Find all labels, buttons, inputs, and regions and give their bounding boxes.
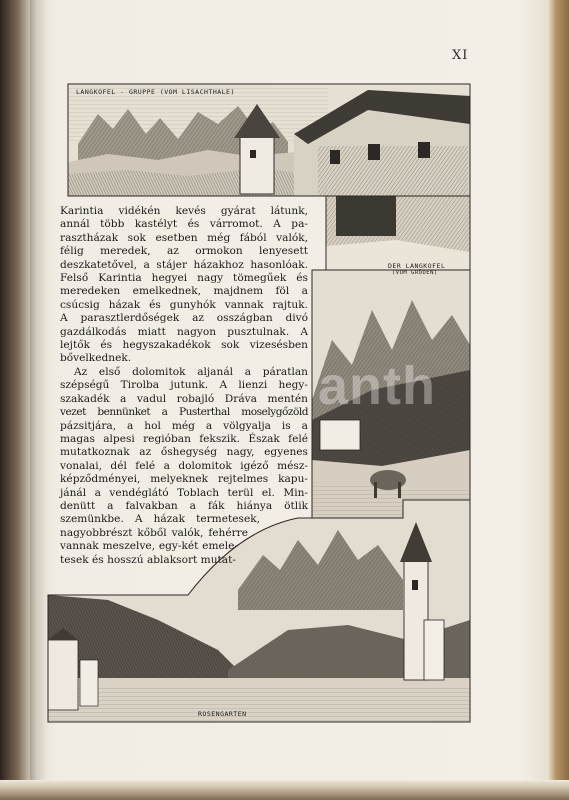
top-engraving-art	[68, 84, 470, 196]
text-line: deszkatetővel, a stájer házakhoz hasonlóak.	[60, 258, 308, 271]
text-line: rasztházak sok esetben még fából valók,	[60, 231, 308, 244]
watermark: anth	[318, 356, 436, 416]
text-line: bővelkednek.	[60, 352, 132, 365]
book-bottom-edge	[0, 780, 569, 800]
page-number: XI	[452, 48, 469, 63]
text-line: szépségű Tirolba jutunk. A lienzi hegy-	[60, 379, 308, 392]
text-line: nagyobbrészt kőből valók, fehérre	[60, 526, 248, 539]
text-line: A parasztlerdőségek az osszágban divó	[60, 312, 308, 325]
text-line: vonalai, dél felé a dolomitok igéző mész-	[60, 459, 308, 472]
text-line: vannak meszelve, egy-két emele-	[60, 540, 238, 553]
text-line: magas alpesi regióban fekszik. Észak felé	[60, 432, 308, 445]
text-line: Az első dolomitok aljanál a páratlan	[74, 365, 308, 378]
text-line: gazdálkodás miatt nagyon pusztulnak. A	[60, 325, 308, 338]
text-line: meredeken emelkednek, majdnem föl a	[60, 285, 308, 298]
article-text	[60, 205, 308, 567]
text-line: Felső Karintia hegyei nagy tömegűek és	[60, 272, 308, 285]
text-line: denütt a falvakban a fák hiánya ötlik	[60, 499, 308, 512]
text-line: jánál a vendéglátó Toblach terül el. Min-	[60, 486, 308, 499]
right-engraving-caption-1: DER LANGKOFEL	[388, 262, 446, 270]
right-upper-engraving	[326, 196, 470, 270]
text-line: Karintia vidékén kevés gyárat látunk,	[60, 205, 308, 217]
text-line: tesek és hosszú ablaksort mutat-	[60, 553, 236, 566]
text-line: annál több kastélyt és várromot. A pa-	[60, 218, 308, 231]
text-line: képződményei, melyeknek rejtelmes kapu-	[60, 473, 308, 486]
text-line: szakadék a vadul robajló Dráva mentén	[60, 392, 308, 405]
text-line: pázsitjára, a hol még a völgyalja is a	[60, 419, 308, 432]
top-engraving-caption: LANGKOFEL - GRUPPE (VOM LISACHTHALE)	[76, 88, 235, 96]
bottom-engraving-caption: ROSENGARTEN	[198, 710, 247, 718]
text-line: csúcsig házak és gunyhók vannak rajtuk.	[60, 298, 308, 311]
text-line: vezet bennünket a Pusterthal moselygőzöld	[60, 406, 308, 419]
text-line: félig meredek, az ormokon lenyesett	[60, 245, 308, 258]
text-line: szemünkbe. A házak termetesek,	[60, 513, 260, 526]
text-line: mutatkoznak az őshegység nagy, egyenes	[60, 446, 308, 459]
right-engraving-caption-2: (VOM GRÖDEN)	[392, 270, 438, 276]
text-line: lejtők és hegyszakadékok sok vizesésben	[60, 339, 308, 352]
spine-shadow	[30, 0, 48, 800]
right-upper-engraving-art	[326, 196, 470, 270]
top-engraving	[68, 84, 470, 196]
